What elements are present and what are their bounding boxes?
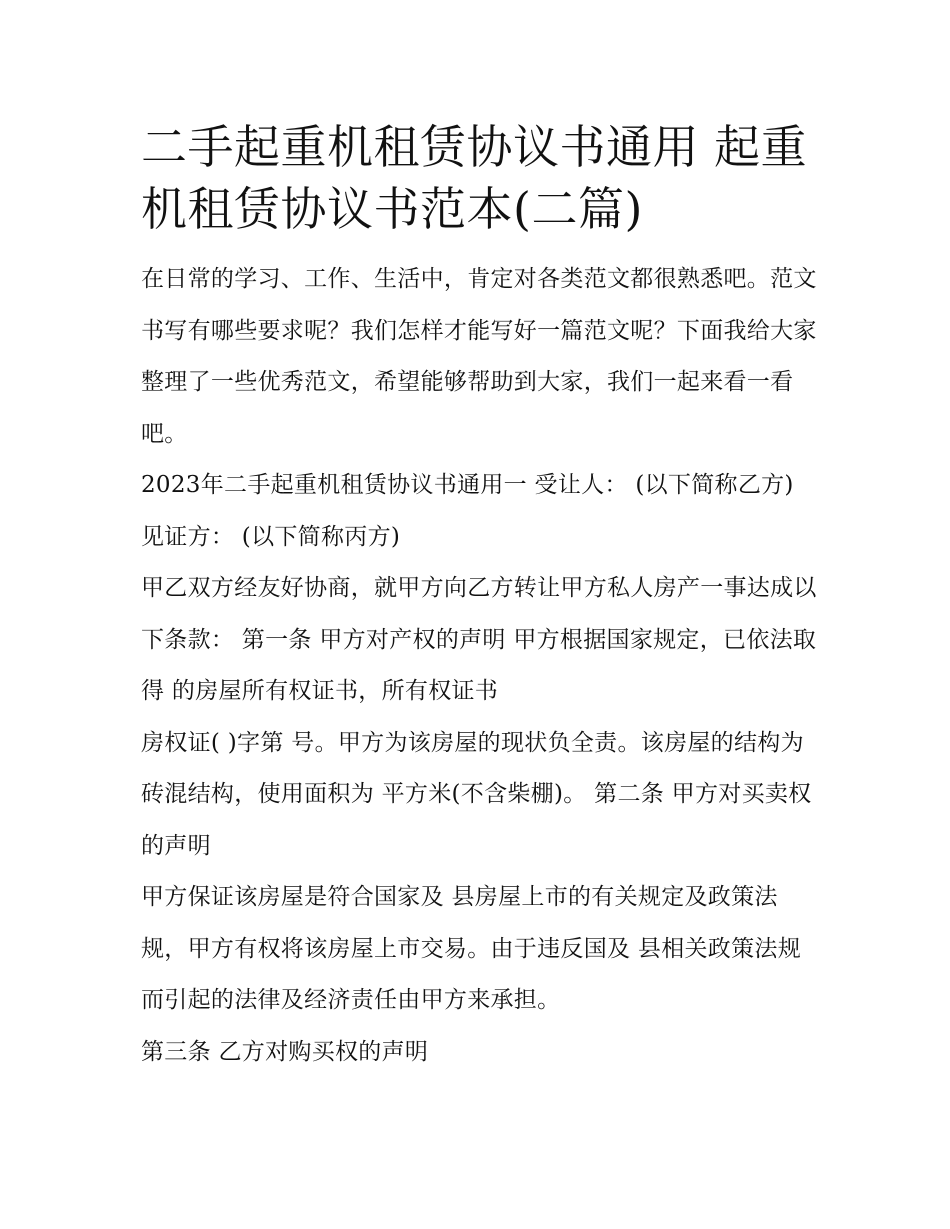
paragraph-parties: 2023年二手起重机租赁协议书通用一 受让人： (以下简称乙方) 见证方： (以下简称丙方) [141, 472, 794, 550]
paragraph-article-2: 甲方保证该房屋是符合国家及 县房屋上市的有关规定及政策法规，甲方有权将该房屋上市交易。由于违反国及 县相关政策法规而引起的法律及经济责任由甲方来承担。 [141, 884, 802, 1013]
paragraph-intro: 在日常的学习、工作、生活中，肯定对各类范文都很熟悉吧。范文书写有哪些要求呢？我们怎样才能写好一篇范文呢？下面我给大家整理了一些优秀范文，希望能够帮助到大家，我们一起来看一看吧。 [141, 266, 817, 447]
paragraph-article-3-heading: 第三条 乙方对购买权的声明 [141, 1038, 429, 1065]
paragraph-property-certificate: 房权证( )字第 号。甲方为该房屋的现状负全责。该房屋的结构为砖混结构，使用面积为 平方米(不含柴棚)。 第二条 甲方对买卖权的声明 [141, 729, 812, 859]
document-body [141, 116, 821, 1078]
paragraph-article-1: 甲乙双方经友好协商，就甲方向乙方转让甲方私人房产一事达成以下条款： 第一条 甲方对产权的声明 甲方根据国家规定，已依法取得 的房屋所有权证书，所有权证书 [141, 575, 817, 704]
document-title: 二手起重机租赁协议书通用 起重机租赁协议书范本(二篇) [141, 120, 808, 236]
